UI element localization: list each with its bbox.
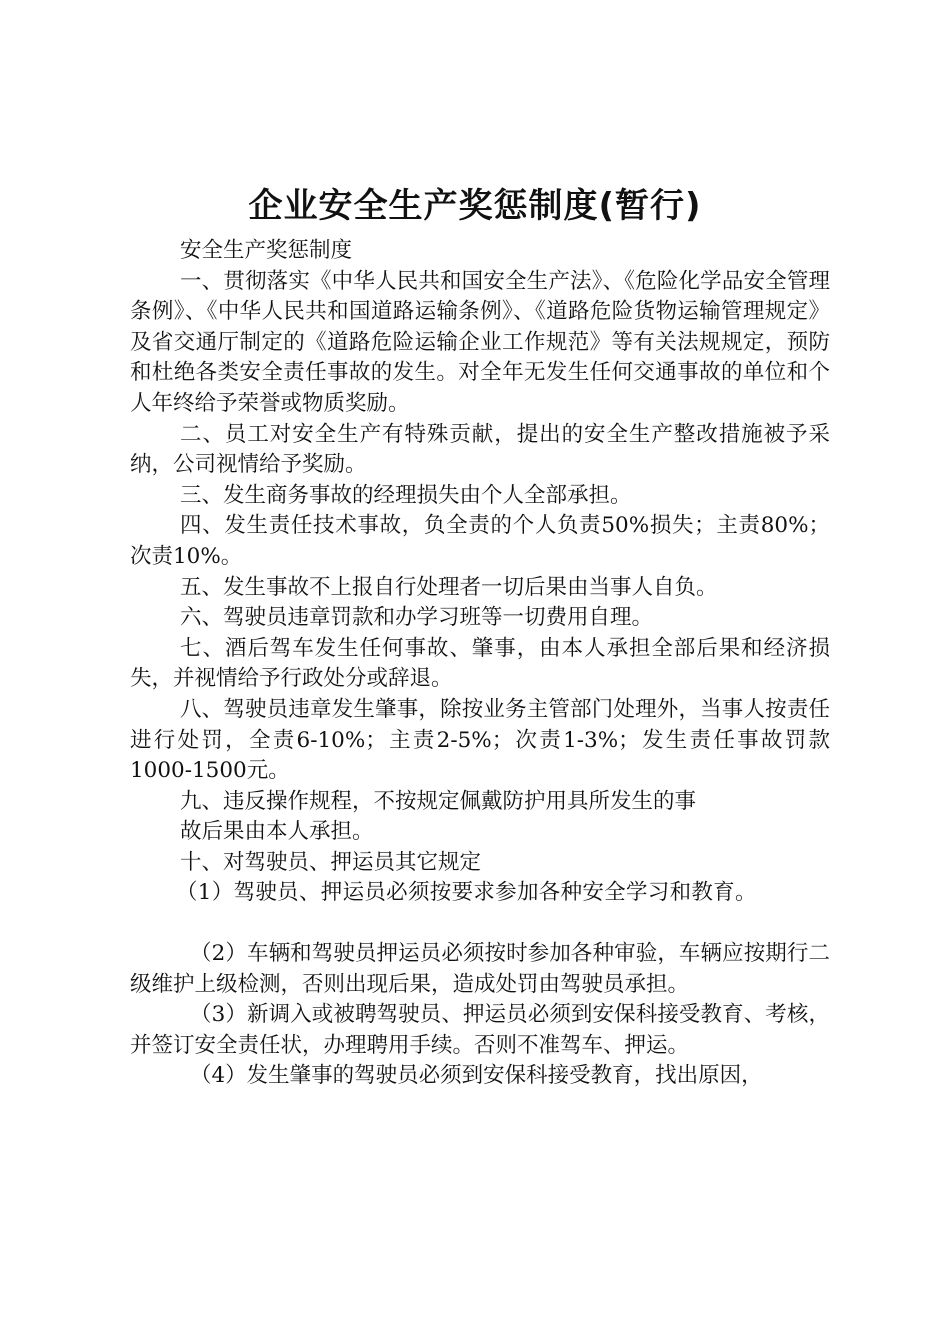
paragraph-item-9-continued: 故后果由本人承担。 [180,819,374,845]
paragraph-subtitle: 安全生产奖惩制度 [180,238,353,263]
paragraph-rule-4: （4）发生肇事的驾驶员必须到安保科接受教育，找出原因， [190,1063,763,1089]
paragraph-item-2: 二、员工对安全生产有特殊贡献，提出的安全生产整改措施被予采纳，公司视情给予奖励。 [130,421,830,478]
paragraph-item-9: 九、违反操作规程，不按规定佩戴防护用具所发生的事 [180,788,697,814]
paragraph-item-1: 一、贯彻落实《中华人民共和国安全生产法》、《危险化学品安全管理条例》、《中华人民共和国道路运输条例》、《道路危险货物运输管理规定》及省交通厅制定的《道路危险运输企业工作规范》等有关法规规定，预防和杜绝各类安全责任事故的发生。对全年无发生任何交通事故的单位和个人年终给予荣誉或物质奖励。 [130,268,830,416]
paragraph-rule-3: （3）新调入或被聘驾驶员、押运员必须到安保科接受教育、考核，并签订安全责任状，办理聘用手续。否则不准驾车、押运。 [130,1002,830,1058]
document-body [130,236,830,1092]
blank-line [130,909,830,939]
paragraph-rule-2: （2）车辆和驾驶员押运员必须按时参加各种审验，车辆应按期行二级维护上级检测，否则出现后果，造成处罚由驾驶员承担。 [130,941,830,997]
paragraph-item-10: 十、对驾驶员、押运员其它规定 [180,849,482,875]
document-title: 企业安全生产奖惩制度(暂行) [248,186,702,226]
paragraph-item-7: 七、酒后驾车发生任何事故、肇事，由本人承担全部后果和经济损失，并视情给予行政处分或辞退。 [130,635,830,692]
paragraph-item-8: 八、驾驶员违章发生肇事，除按业务主管部门处理外，当事人按责任进行处罚，全责6-10%；主责2-5%；次责1-3%；发生责任事故罚款1000-1500元。 [130,696,830,784]
paragraph-item-5: 五、发生事故不上报自行处理者一切后果由当事人自负。 [180,574,718,600]
paragraph-item-3: 三、发生商务事故的经理损失由个人全部承担。 [180,482,632,508]
paragraph-item-4: 四、发生责任技术事故，负全责的个人负责50%损失；主责80%；次责10%。 [130,513,830,569]
paragraph-item-6: 六、驾驶员违章罚款和办学习班等一切费用自理。 [180,605,654,631]
paragraph-rule-1: （1）驾驶员、押运员必须按要求参加各种安全学习和教育。 [176,880,757,906]
